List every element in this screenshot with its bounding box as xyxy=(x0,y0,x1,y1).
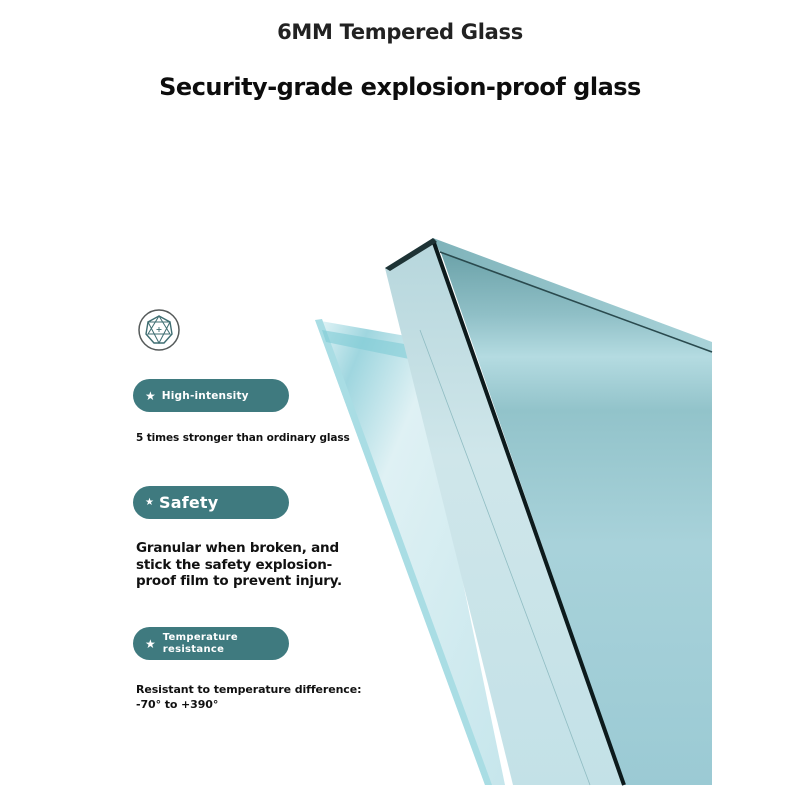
star-icon: ★ xyxy=(145,496,154,508)
feature-description-temperature xyxy=(136,682,396,712)
feature-description-line-2: -70° to +390° xyxy=(136,698,219,711)
feature-pill-temperature-resistance xyxy=(133,627,289,660)
star-icon: ★ xyxy=(145,388,156,403)
feature-label: High-intensity xyxy=(161,389,249,402)
feature-pill-high-intensity xyxy=(133,379,289,412)
feature-description-high-intensity: 5 times stronger than ordinary glass xyxy=(136,432,350,444)
feature-pill-safety xyxy=(133,486,289,519)
feature-label: Safety xyxy=(158,493,219,512)
feature-description-safety: Granular when broken, and stick the safety explosion-proof film to prevent injury. xyxy=(136,540,342,589)
feature-label xyxy=(163,632,238,656)
feature-label-line-1: Temperature xyxy=(162,631,238,643)
feature-description-line-1: Resistant to temperature difference: xyxy=(136,683,362,696)
page-title: 6MM Tempered Glass xyxy=(277,20,523,44)
feature-label-line-2: resistance xyxy=(162,643,225,655)
diamond-shield-icon xyxy=(137,308,181,352)
star-icon: ★ xyxy=(145,636,156,651)
page-subtitle: Security-grade explosion-proof glass xyxy=(159,73,641,101)
